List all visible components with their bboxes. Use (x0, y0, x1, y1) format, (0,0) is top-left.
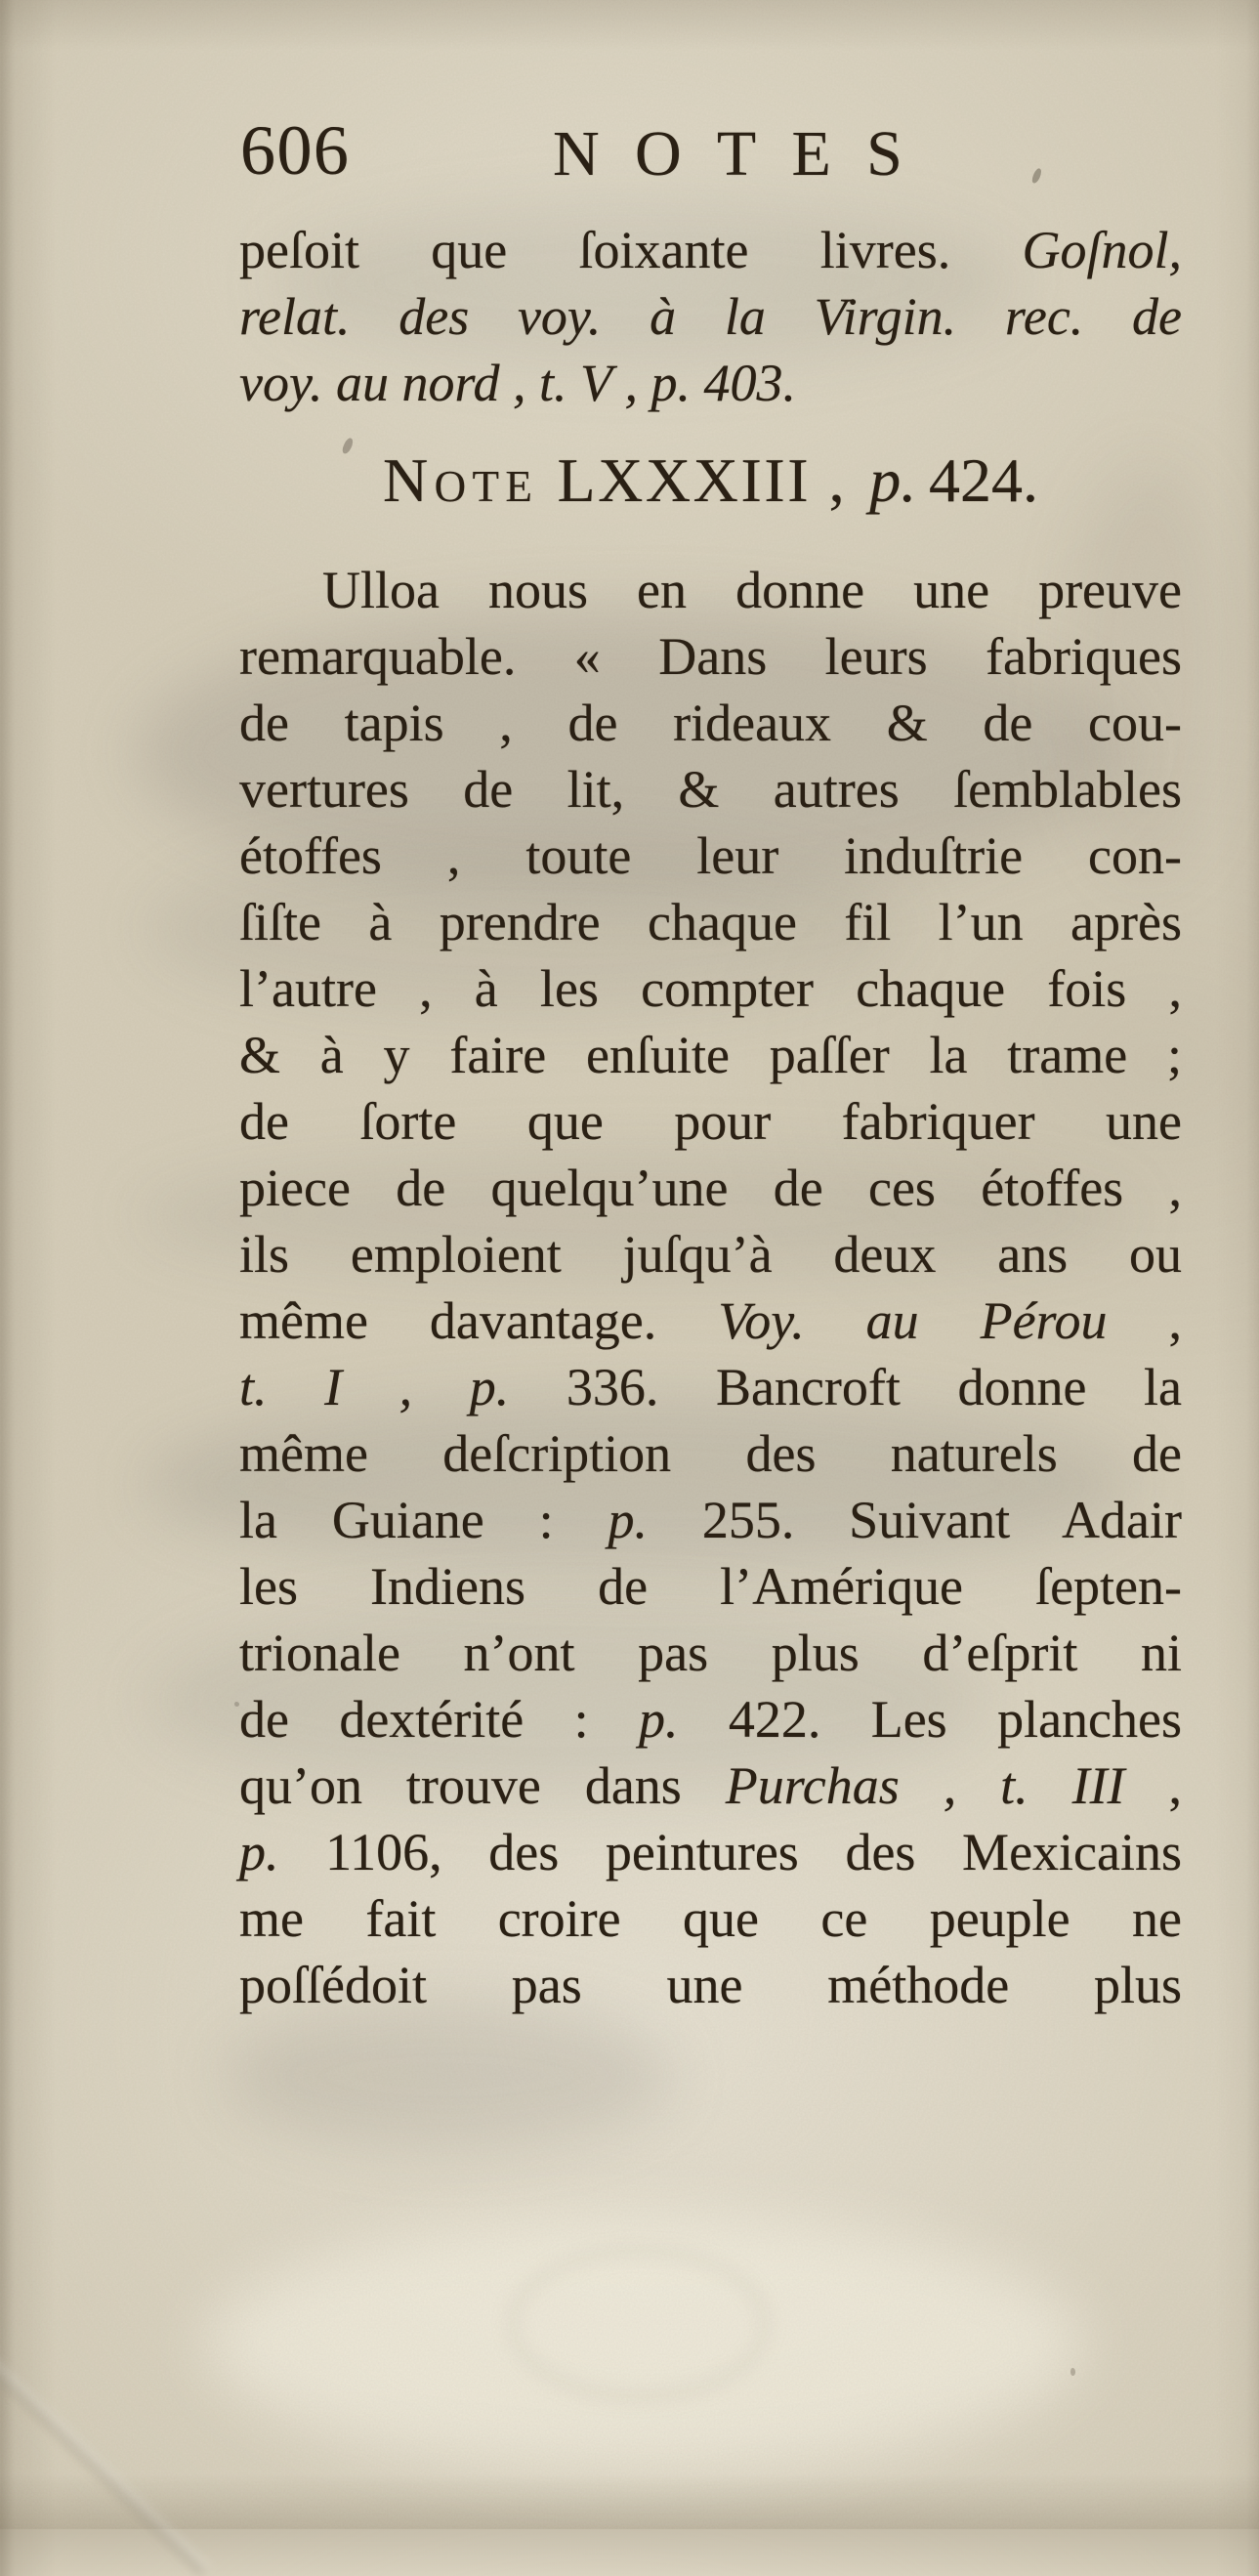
note-page-abbr: p. (869, 445, 917, 515)
text-line (239, 690, 1182, 756)
text-segment: , (1124, 1756, 1182, 1815)
italic-text-segment: p. (638, 1690, 679, 1749)
text-line (239, 1885, 1182, 1952)
text-line (239, 1088, 1182, 1155)
text-segment: Ulloa nous en donne une preuve (322, 561, 1182, 619)
text-segment: peſoit que ſoixante livres. (239, 221, 1023, 279)
text-segment: piece de quelqu’une de ces étoffes , (239, 1159, 1182, 1217)
text-line (239, 557, 1182, 623)
italic-text-segment: Voy. au Pérou (718, 1291, 1108, 1350)
ink-speck (1030, 167, 1043, 184)
text-segment: me fait croire que ce peuple ne (239, 1889, 1182, 1948)
text-segment: étoffes , toute leur induſtrie con- (239, 826, 1182, 885)
paper-smudge-ring (508, 2247, 770, 2401)
text-line (239, 1155, 1182, 1221)
text-segment: la Guiane : (239, 1491, 609, 1549)
page-number: 606 (240, 111, 351, 190)
italic-text-segment: Purchas , t. III (725, 1756, 1125, 1815)
carryover-citation-paragraph (239, 217, 1182, 416)
text-line (239, 955, 1182, 1022)
text-segment: vertures de lit, & autres ſemblables (239, 760, 1182, 819)
italic-text-segment: p. (239, 1823, 279, 1881)
text-line (239, 889, 1182, 955)
text-line (239, 1221, 1182, 1288)
text-segment: remarquable. « Dans leurs fabriques (239, 627, 1182, 686)
text-line (239, 756, 1182, 823)
text-segment: les Indiens de l’Amérique ſepten- (239, 1557, 1182, 1616)
paper-crease (0, 2337, 210, 2576)
text-line (239, 1420, 1182, 1487)
text-line (239, 1487, 1182, 1553)
text-line (239, 1288, 1182, 1354)
scan-shadow-blob (225, 2003, 674, 2149)
text-segment: poſſédoit pas une méthode plus (239, 1956, 1182, 2014)
text-segment: de ſorte que pour fabriquer une (239, 1092, 1182, 1151)
text-segment: 422. Les planches (678, 1690, 1182, 1749)
text-segment: 336. Bancroft donne la (509, 1358, 1182, 1416)
text-line (239, 823, 1182, 889)
italic-text-segment: relat. des voy. à la Virgin. rec. de (239, 287, 1182, 346)
text-line (239, 1354, 1182, 1420)
text-segment: & à y faire enſuite paſſer la trame ; (239, 1026, 1182, 1084)
text-line (239, 217, 1182, 283)
text-segment: qu’on trouve dans (239, 1756, 726, 1815)
text-line (239, 283, 1182, 350)
note-body-paragraph (239, 557, 1182, 2018)
text-line (239, 1553, 1182, 1620)
italic-text-segment: voy. au nord , t. V , p. 403. (239, 354, 796, 412)
note-page-number: 424. (929, 445, 1039, 515)
text-segment: ils emploient juſqu’à deux ans ou (239, 1225, 1182, 1284)
running-title: NOTES (553, 118, 939, 190)
text-line (239, 1686, 1182, 1753)
text-segment: ſiſte à prendre chaque fil l’un après (239, 893, 1182, 951)
paper-highlight-blob (205, 2217, 1084, 2471)
text-line (239, 1952, 1182, 2018)
note-heading (239, 445, 1182, 516)
text-segment: de dextérité : (239, 1690, 639, 1749)
italic-text-segment: p. (608, 1491, 648, 1549)
text-line (239, 623, 1182, 690)
text-line (239, 1620, 1182, 1686)
text-line (239, 1753, 1182, 1819)
text-segment: trionale n’ont pas plus d’eſprit ni (239, 1624, 1182, 1682)
text-segment: de tapis , de rideaux & de cou- (239, 694, 1182, 752)
text-segment: 1106, des peintures des Mexicains (278, 1823, 1182, 1881)
text-line (239, 1022, 1182, 1088)
text-segment: l’autre , à les compter chaque fois , (239, 959, 1182, 1018)
text-segment: même deſcription des naturels de (239, 1424, 1182, 1483)
text-segment: , (1107, 1291, 1182, 1350)
text-segment: 255. Suivant Adair (647, 1491, 1182, 1549)
text-segment: même davantage. (239, 1291, 719, 1350)
text-line (239, 1819, 1182, 1885)
italic-text-segment: Goſnol, (1022, 221, 1182, 279)
text-line (239, 350, 1182, 416)
note-label: Note (382, 445, 539, 515)
ink-speck (1070, 2368, 1075, 2376)
italic-text-segment: t. I , p. (239, 1358, 510, 1416)
note-numeral: LXXXIII , (557, 445, 848, 515)
